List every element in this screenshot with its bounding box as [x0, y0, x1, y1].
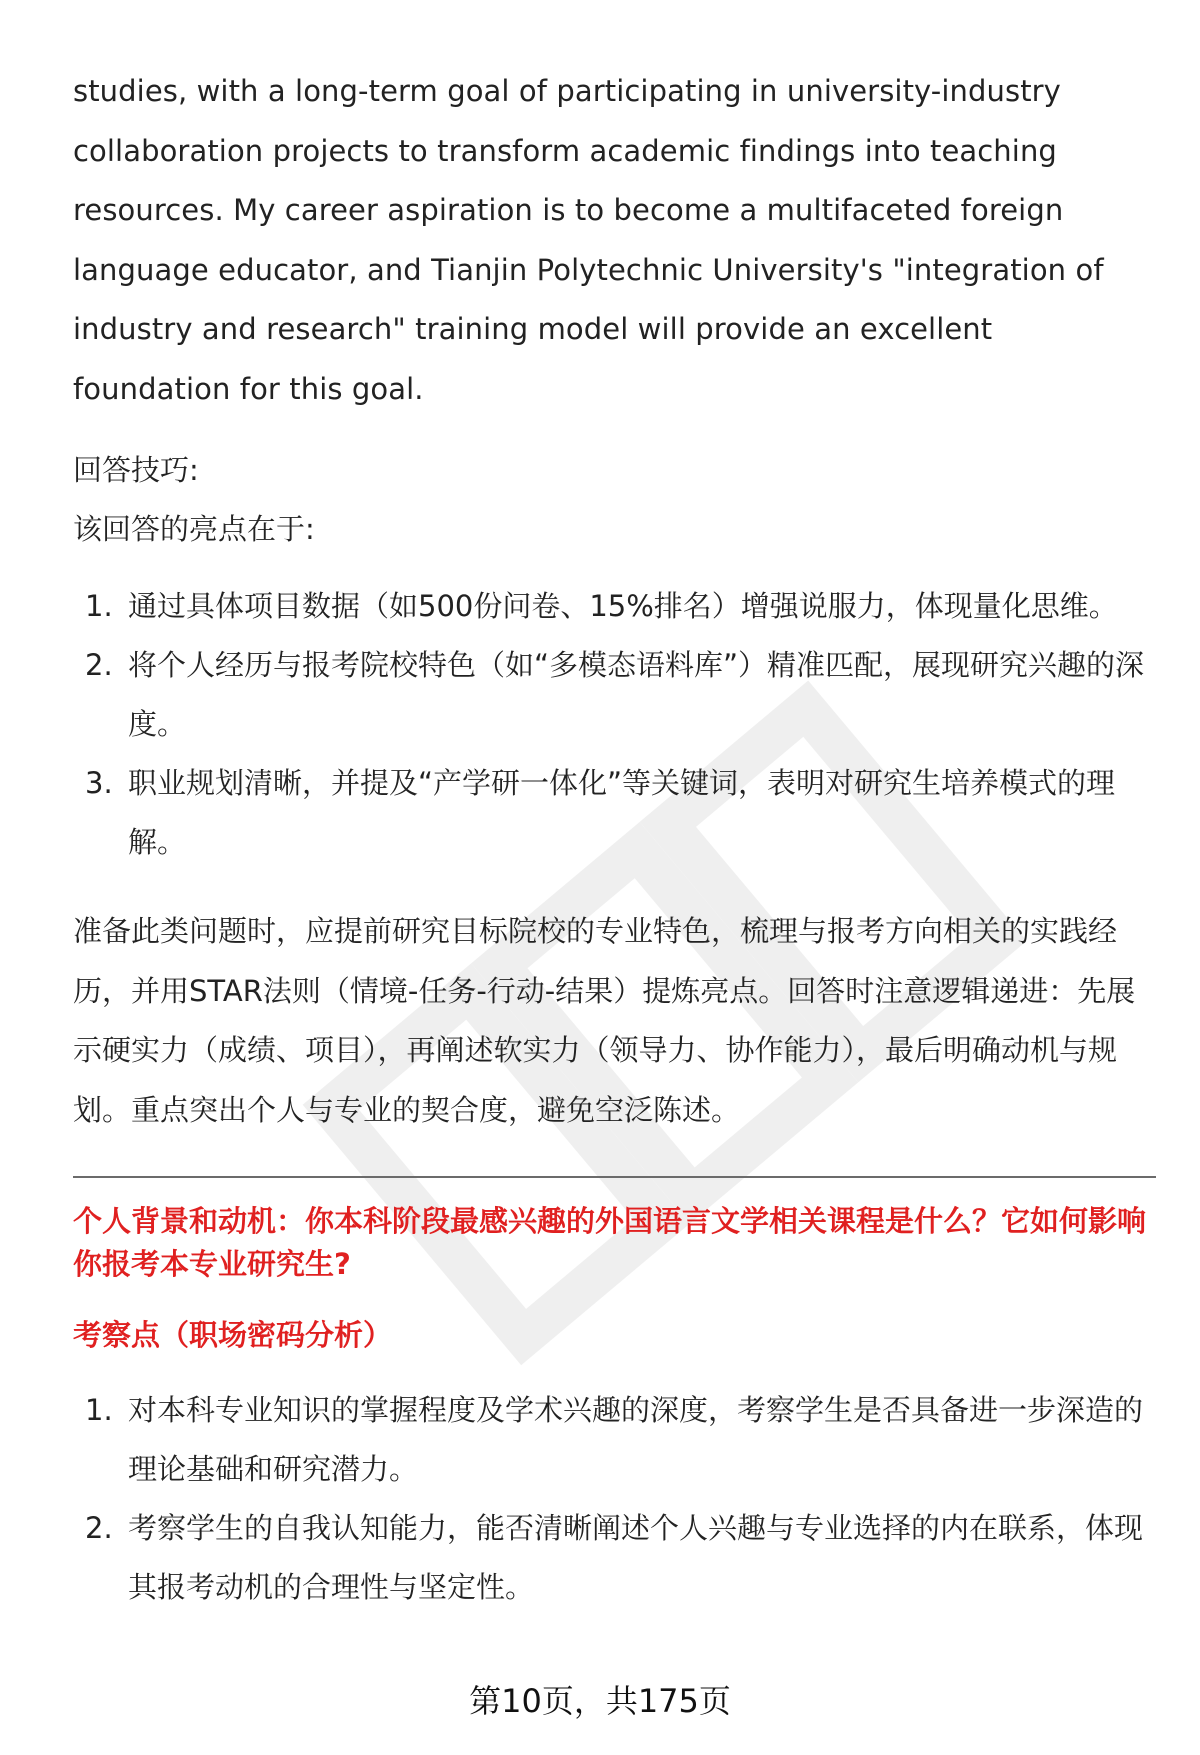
list-item-text: 职业规划清晰，并提及“产学研一体化”等关键词，表明对研究生培养模式的理解。: [128, 766, 1116, 859]
page-number-footer: 第10页，共175页: [469, 1682, 731, 1720]
list-number: 2.: [85, 1511, 113, 1545]
question-heading: 个人背景和动机：你本科阶段最感兴趣的外国语言文学相关课程是什么？它如何影响你报考本专业研究生?: [73, 1204, 1147, 1281]
list-item: [73, 636, 1153, 754]
list-item-text: 对本科专业知识的掌握程度及学术兴趣的深度，考察学生是否具备进一步深造的理论基础和研究潜力。: [128, 1393, 1144, 1486]
list-item-text: 将个人经历与报考院校特色（如“多模态语料库”）精准匹配，展现研究兴趣的深度。: [128, 648, 1145, 741]
list-number: 2.: [85, 648, 113, 682]
list-item: [73, 1499, 1153, 1617]
question-subheading: 考察点（职场密码分析）: [73, 1318, 393, 1352]
list-item: [73, 577, 1153, 636]
tips-label: 回答技巧:: [73, 453, 199, 487]
section-divider: [73, 1176, 1156, 1178]
list-item: [73, 1381, 1153, 1499]
advice-paragraph: 准备此类问题时，应提前研究目标院校的专业特色，梳理与报考方向相关的实践经历，并用STAR法则（情境-任务-行动-结果）提炼亮点。回答时注意逻辑递进：先展示硬实力（成绩、项目），再阐述软实力（领导力、协作能力），最后明确动机与规划。重点突出个人与专业的契合度，避免空泛陈述。: [73, 914, 1136, 1127]
intro-paragraph: studies, with a long-term goal of participating in university-industry collaboration projects to transform academic findings into teaching resources. My career aspiration is to become a multifaceted foreign language educator, and Tianjin Polytechnic University's "integration of industry and research" training model will provide an excellent foundation for this goal.: [73, 74, 1104, 406]
tips-list: [73, 577, 1153, 872]
list-number: 1.: [85, 1393, 113, 1427]
document-page: [73, 62, 1153, 1617]
list-number: 1.: [85, 589, 113, 623]
tips-subtitle: 该回答的亮点在于:: [73, 512, 315, 546]
list-item-text: 考察学生的自我认知能力，能否清晰阐述个人兴趣与专业选择的内在联系，体现其报考动机的合理性与坚定性。: [128, 1511, 1144, 1604]
list-number: 3.: [85, 766, 113, 800]
list-item: [73, 754, 1153, 872]
question-points-list: [73, 1381, 1153, 1617]
list-item-text: 通过具体项目数据（如500份问卷、15%排名）增强说服力，体现量化思维。: [128, 589, 1118, 623]
